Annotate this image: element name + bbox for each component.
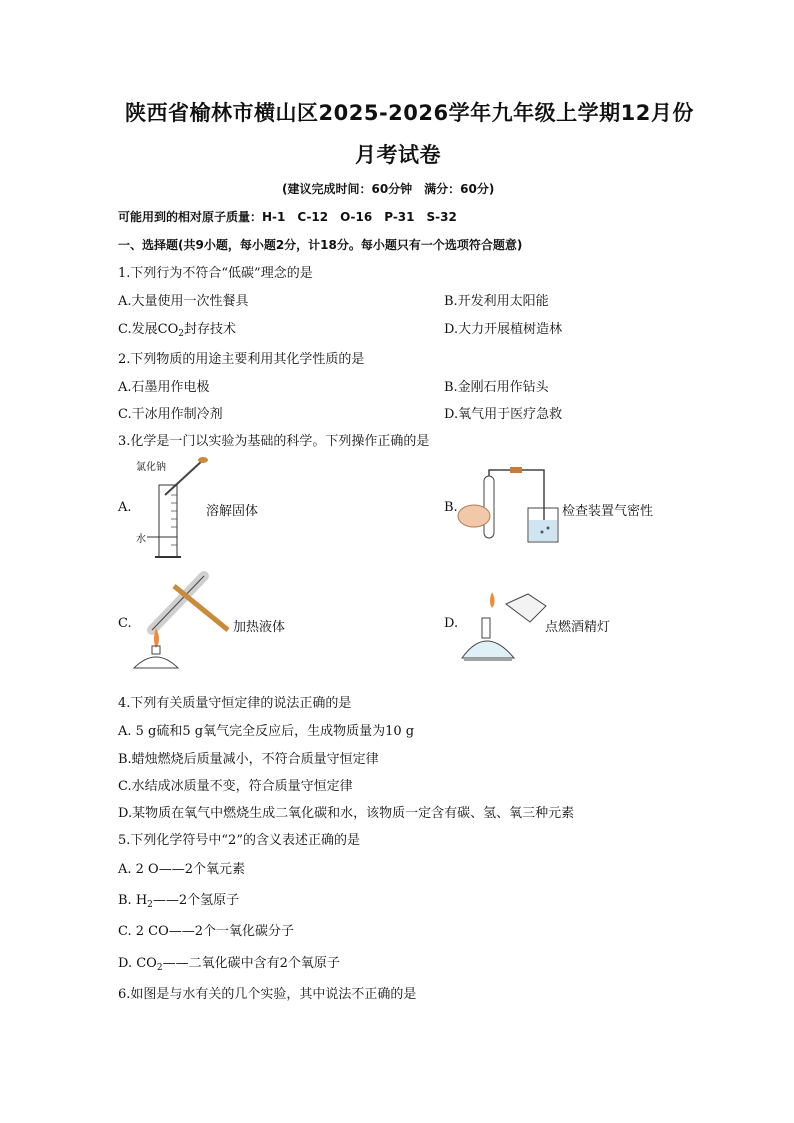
q4-stem: 4.下列有关质量守恒定律的说法正确的是	[118, 696, 352, 711]
q3-option-c-letter: C.	[118, 616, 132, 631]
q4-option-d: D.某物质在氧气中燃烧生成二氧化碳和水，该物质一定含有碳、氢、氧三种元素	[118, 806, 575, 821]
q6-stem: 6.如图是与水有关的几个实验，其中说法不正确的是	[118, 987, 417, 1002]
q3-option-b-letter: B.	[444, 500, 458, 515]
q4-option-b: B.蜡烛燃烧后质量减小，不符合质量守恒定律	[118, 752, 379, 767]
q3-option-a-letter: A.	[118, 500, 132, 515]
q5-option-c: C. 2 CO——2个一氧化碳分子	[118, 924, 295, 939]
q1-stem: 1.下列行为不符合“低碳”理念的是	[118, 266, 313, 281]
q4-option-a: A. 5 g硫和5 g氧气完全反应后，生成物质量为10 g	[118, 724, 415, 739]
q2-option-b: B.金刚石用作钻头	[444, 380, 549, 395]
lighting-lamp-figure	[456, 582, 548, 670]
q1-option-d: D.大力开展植树造林	[444, 322, 563, 337]
q2-option-d: D.氧气用于医疗急救	[444, 407, 563, 422]
q1-option-a: A.大量使用一次性餐具	[118, 294, 249, 309]
q4-option-c: C.水结成冰质量不变，符合质量守恒定律	[118, 779, 353, 794]
q5-option-b: B. $H_2——2$个氢原子	[118, 893, 240, 910]
q2-option-c: C.干冰用作制冷剂	[118, 407, 223, 422]
q3-option-d-letter: D.	[444, 616, 459, 631]
page-title: 陕西省榆林市横山区2025-2026学年九年级上学期12月份	[125, 101, 694, 125]
q3-option-b-text: 检查装置气密性	[562, 504, 654, 519]
exam-info: (建议完成时间：60分钟 满分：60分)	[282, 182, 495, 196]
q5-option-a: A. 2 O——2个氧元素	[118, 862, 245, 877]
page-title-line2: 月考试卷	[355, 143, 441, 167]
q3-a-label-nacl: 氯化钠	[136, 462, 166, 473]
q1-option-c: C.发展$CO_2$封存技术	[118, 322, 236, 339]
heating-liquid-figure	[128, 568, 238, 680]
q1-option-b: B.开发利用太阳能	[444, 294, 549, 309]
q3-option-c-text: 加热液体	[233, 620, 286, 635]
q3-option-d-text: 点燃酒精灯	[545, 620, 611, 635]
q5-stem: 5.下列化学符号中“2”的含义表述正确的是	[118, 833, 360, 848]
q2-stem: 2.下列物质的用途主要利用其化学性质的是	[118, 352, 365, 367]
graduated-cylinder-figure	[145, 455, 215, 565]
q3-option-a-text: 溶解固体	[206, 504, 259, 519]
q5-option-d: D. $CO_2——$二氧化碳中含有2个氧原子	[118, 956, 340, 973]
atomic-masses: 可能用到的相对原子质量：H-1 C-12 O-16 P-31 S-32	[118, 210, 457, 224]
section-heading: 一、选择题(共9小题，每小题2分，计18分。每小题只有一个选项符合题意)	[118, 238, 523, 252]
q2-option-a: A.石墨用作电极	[118, 380, 210, 395]
q3-stem: 3.化学是一门以实验为基础的科学。下列操作正确的是	[118, 434, 430, 449]
q3-a-label-water: 水	[136, 534, 146, 545]
airtightness-check-figure	[456, 462, 566, 552]
